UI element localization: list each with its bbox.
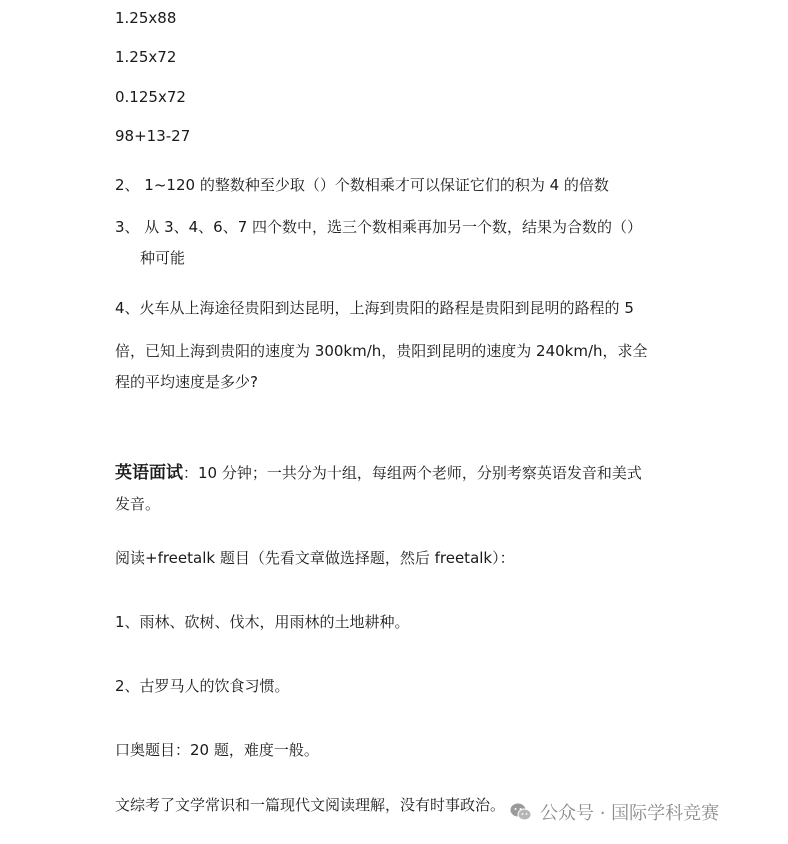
reading-topic-1: 1、雨林、砍树、伐木，用雨林的土地耕种。 (115, 613, 410, 631)
english-interview-line-2: 发音。 (115, 495, 161, 513)
question-4-line-1: 4、火车从上海途径贵阳到达昆明，上海到贵阳的路程是贵阳到昆明的路程的 5 (115, 299, 634, 317)
english-interview-heading: 英语面试 (115, 463, 183, 483)
question-2: 2、 1~120 的整数种至少取（）个数相乘才可以保证它们的积为 4 的倍数 (115, 176, 609, 194)
olympiad-note: 口奥题目：20 题，难度一般。 (115, 741, 319, 759)
reading-intro: 阅读+freetalk 题目（先看文章做选择题，然后 freetalk）： (115, 549, 515, 567)
wechat-icon (510, 802, 532, 822)
expression-1: 1.25x88 (115, 9, 177, 27)
english-interview-description: ：10 分钟；一共分为十组，每组两个老师，分别考察英语发音和美式 (183, 464, 642, 482)
english-interview-line-1 (115, 463, 642, 483)
watermark-text: 公众号 · 国际学科竞赛 (540, 803, 720, 824)
question-4-line-2: 倍，已知上海到贵阳的速度为 300km/h，贵阳到昆明的速度为 240km/h，求全 (115, 342, 648, 360)
expression-2: 1.25x72 (115, 48, 177, 66)
question-3-line-1: 3、 从 3、4、6、7 四个数中，选三个数相乘再加另一个数，结果为合数的（） (115, 218, 643, 236)
question-3-line-2: 种可能 (140, 249, 186, 267)
reading-topic-2: 2、古罗马人的饮食习惯。 (115, 677, 290, 695)
expression-4: 98+13-27 (115, 127, 191, 145)
watermark (510, 799, 719, 825)
expression-3: 0.125x72 (115, 88, 186, 106)
question-4-line-3: 程的平均速度是多少? (115, 373, 258, 391)
liberal-arts-note: 文综考了文学常识和一篇现代文阅读理解，没有时事政治。 (115, 796, 506, 814)
